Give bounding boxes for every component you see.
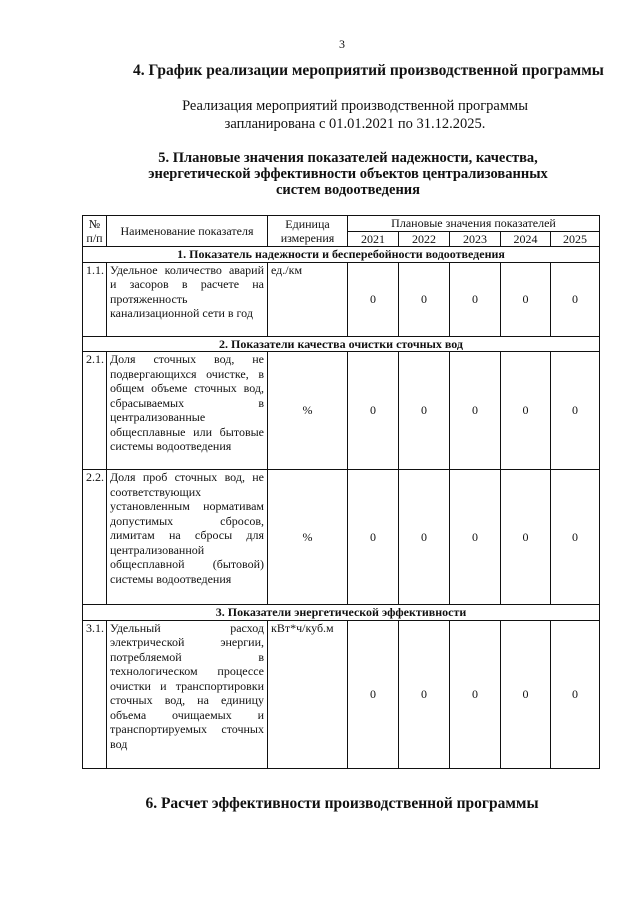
header-row (83, 216, 600, 232)
table-row (83, 262, 600, 336)
header-year: 2024 (501, 231, 551, 247)
page-number: 3 (339, 37, 345, 51)
header-unit: Единица измерения (268, 216, 348, 247)
row-name: Удельное количество аварий и засоров в расчете на протяженность канализационной сети в год (107, 262, 268, 336)
row-value: 0 (551, 470, 600, 605)
row-value: 0 (450, 620, 501, 768)
table-row (83, 352, 600, 470)
row-value: 0 (348, 262, 399, 336)
row-num: 3.1. (83, 620, 107, 768)
header-name: Наименование показателя (107, 216, 268, 247)
row-name: Удельный расход электрической энергии, потребляемой в технологическом процессе очистки и транспортировки сточных вод, на единицу объема очищаемых и транспортируемых сточных вод (107, 620, 268, 768)
row-value: 0 (348, 470, 399, 605)
row-num: 1.1. (83, 262, 107, 336)
row-name: Доля проб сточных вод, не соответствующих установленным нормативам допустимых сбросов, лимитам на сбросы для централизованной общесплавной (бытовой) системы водоотведения (107, 470, 268, 605)
group-row (83, 247, 600, 263)
row-value: 0 (399, 262, 450, 336)
section-5-heading: 5. Плановые значения показателей надежности, качества, энергетической эффективности объектов централизованных систем водоотведения (148, 150, 548, 198)
row-value: 0 (501, 352, 551, 470)
header-year: 2023 (450, 231, 501, 247)
group-row (83, 336, 600, 352)
row-value: 0 (399, 620, 450, 768)
section-6-heading: 6. Расчет эффективности производственной программы (145, 795, 539, 812)
row-value: 0 (450, 470, 501, 605)
group-title: 1. Показатель надежности и бесперебойности водоотведения (83, 247, 600, 263)
table-row (83, 470, 600, 605)
row-unit: % (268, 352, 348, 470)
table-row (83, 620, 600, 768)
header-year: 2022 (399, 231, 450, 247)
row-value: 0 (399, 470, 450, 605)
row-num: 2.1. (83, 352, 107, 470)
row-value: 0 (501, 470, 551, 605)
header-year: 2021 (348, 231, 399, 247)
row-value: 0 (348, 620, 399, 768)
group-row (83, 605, 600, 621)
row-value: 0 (450, 352, 501, 470)
group-title: 2. Показатели качества очистки сточных вод (83, 336, 600, 352)
section-4-heading: 4. График реализации мероприятий производственной программы (133, 62, 604, 79)
row-value: 0 (551, 620, 600, 768)
header-year: 2025 (551, 231, 600, 247)
header-plan: Плановые значения показателей (348, 216, 600, 232)
row-name: Доля сточных вод, не подвергающихся очистке, в общем объеме сточных вод, сбрасываемых в централизованные общесплавные или бытовые системы водоотведения (107, 352, 268, 470)
row-value: 0 (450, 262, 501, 336)
indicators-table (82, 215, 600, 769)
header-num: № п/п (83, 216, 107, 247)
row-value: 0 (399, 352, 450, 470)
row-value: 0 (348, 352, 399, 470)
row-value: 0 (501, 262, 551, 336)
group-title: 3. Показатели энергетической эффективности (83, 605, 600, 621)
section-4-text: Реализация мероприятий производственной программы запланирована с 01.01.2021 по 31.12.2025. (182, 98, 528, 132)
row-unit: ед./км (268, 262, 348, 336)
row-num: 2.2. (83, 470, 107, 605)
row-unit: кВт*ч/куб.м (268, 620, 348, 768)
row-unit: % (268, 470, 348, 605)
row-value: 0 (501, 620, 551, 768)
row-value: 0 (551, 352, 600, 470)
row-value: 0 (551, 262, 600, 336)
